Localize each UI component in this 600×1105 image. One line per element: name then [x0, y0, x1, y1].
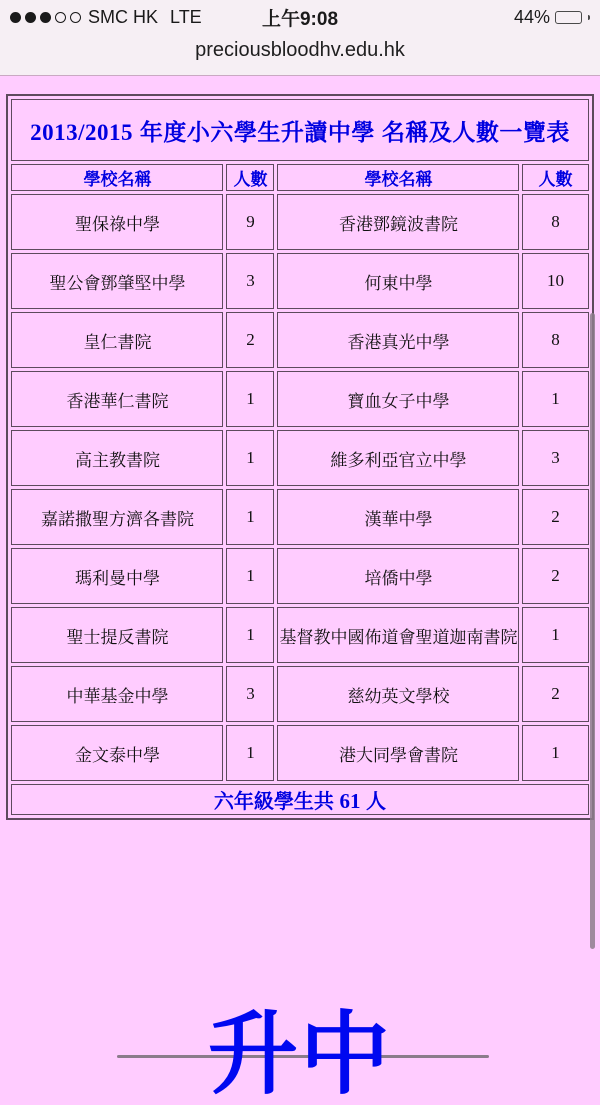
student-count-cell: 1 [226, 371, 274, 427]
table-row [11, 725, 588, 781]
school-name-cell: 基督教中國佈道會聖道迦南書院 [277, 607, 519, 663]
carrier-label: SMC HK [88, 6, 159, 27]
student-count-cell: 1 [226, 607, 274, 663]
student-count-cell: 1 [226, 430, 274, 486]
page-title [11, 99, 588, 161]
school-name-cell: 金文泰中學 [11, 725, 223, 781]
school-name-cell: 何東中學 [277, 253, 519, 309]
total-students-label [11, 784, 588, 815]
browser-topbar [0, 0, 600, 76]
battery-icon [555, 11, 582, 24]
table-row [11, 371, 588, 427]
table-row [11, 253, 588, 309]
signal-dot [70, 12, 81, 23]
school-name-cell: 維多利亞官立中學 [277, 430, 519, 486]
student-count-cell: 3 [226, 253, 274, 309]
column-header-count-right: 人數 [522, 164, 588, 191]
student-count-cell: 1 [226, 489, 274, 545]
total-prefix: 六年級學生共 [213, 791, 340, 813]
column-header-school-left: 學校名稱 [11, 164, 223, 191]
school-name-cell: 漢華中學 [277, 489, 519, 545]
url-text[interactable]: preciousbloodhv.edu.hk [195, 39, 405, 61]
title-year: 2013/2015 [30, 119, 134, 145]
table-row [11, 312, 588, 368]
table-row [11, 666, 588, 722]
student-count-cell: 2 [522, 666, 588, 722]
table-row [11, 430, 588, 486]
student-count-cell: 2 [226, 312, 274, 368]
title-text: 年度小六學生升讀中學 名稱及人數一覽表 [133, 118, 570, 145]
student-count-cell: 1 [522, 607, 588, 663]
battery-percent-label: 44% [513, 6, 550, 27]
student-count-cell: 2 [522, 489, 588, 545]
student-count-cell: 1 [522, 725, 588, 781]
table-title-row [11, 99, 588, 161]
school-name-cell: 聖士提反書院 [11, 607, 223, 663]
table-row [11, 607, 588, 663]
battery-icon-nub [588, 15, 590, 20]
school-name-cell: 培僑中學 [277, 548, 519, 604]
student-count-cell: 8 [522, 194, 588, 250]
student-count-cell: 1 [226, 548, 274, 604]
table-row [11, 194, 588, 250]
status-bar [0, 0, 600, 34]
school-name-cell: 嘉諾撒聖方濟各書院 [11, 489, 223, 545]
student-count-cell: 10 [522, 253, 588, 309]
total-count: 61 [339, 789, 361, 813]
school-name-cell: 瑪利曼中學 [11, 548, 223, 604]
signal-dot [25, 12, 36, 23]
battery-status [514, 7, 590, 28]
total-suffix: 人 [360, 791, 387, 813]
address-bar[interactable] [0, 39, 600, 62]
school-allocation-table [6, 94, 593, 820]
school-name-cell: 港大同學會書院 [277, 725, 519, 781]
signal-dot [55, 12, 66, 23]
school-name-cell: 慈幼英文學校 [277, 666, 519, 722]
school-name-cell: 寶血女子中學 [277, 371, 519, 427]
school-name-cell: 聖保祿中學 [11, 194, 223, 250]
student-count-cell: 3 [522, 430, 588, 486]
school-name-cell: 香港真光中學 [277, 312, 519, 368]
school-name-cell: 高主教書院 [11, 430, 223, 486]
student-count-cell: 3 [226, 666, 274, 722]
section-heading-partial: 升中 [208, 1005, 392, 1105]
student-count-cell: 1 [226, 725, 274, 781]
signal-dot [10, 12, 21, 23]
student-count-cell: 2 [522, 548, 588, 604]
school-name-cell: 香港鄧鏡波書院 [277, 194, 519, 250]
student-count-cell: 9 [226, 194, 274, 250]
school-name-cell: 聖公會鄧肇堅中學 [11, 253, 223, 309]
table-header-row [11, 164, 588, 191]
column-header-count-left: 人數 [226, 164, 274, 191]
student-count-cell: 8 [522, 312, 588, 368]
table-row [11, 548, 588, 604]
student-count-cell: 1 [522, 371, 588, 427]
school-name-cell: 中華基金中學 [11, 666, 223, 722]
column-header-school-right: 學校名稱 [277, 164, 519, 191]
clock-label: 上午9:08 [261, 8, 339, 30]
school-name-cell: 香港華仁書院 [11, 371, 223, 427]
table-row [11, 489, 588, 545]
scrollbar[interactable] [590, 313, 595, 949]
signal-dot [40, 12, 51, 23]
network-type-label: LTE [170, 6, 202, 27]
table-footer-row [11, 784, 588, 815]
school-name-cell: 皇仁書院 [11, 312, 223, 368]
signal-strength-icon [10, 12, 81, 23]
